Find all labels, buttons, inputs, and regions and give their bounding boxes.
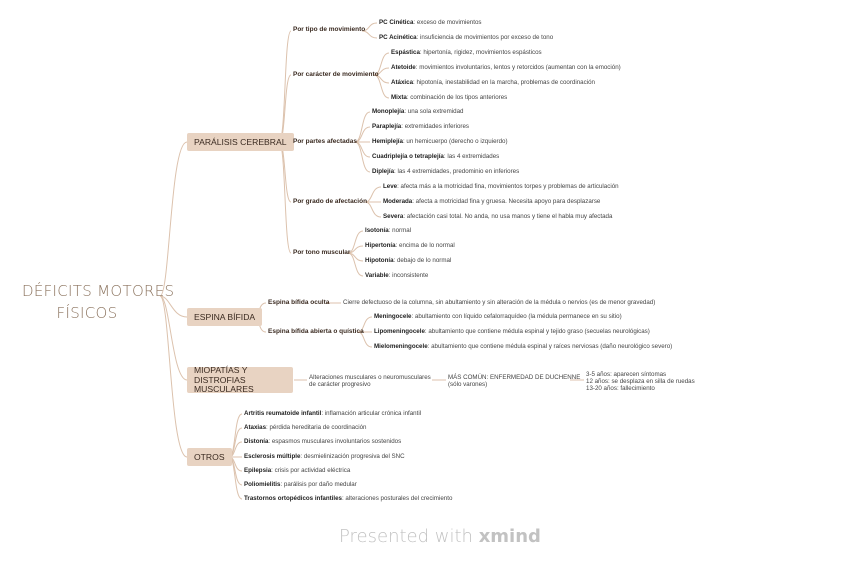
leaf-leve[interactable]: Leve: afecta más a la motricidad fina, movimientos torpes y problemas de articulación	[383, 183, 619, 190]
presented-text: Presented with	[339, 526, 473, 547]
subtopic-grado-afectacion[interactable]: Por grado de afectación	[293, 198, 368, 205]
leaf-meningocele[interactable]: Meningocele: abultamiento con líquido cefalorraquídeo (la médula permanece en su sitio)	[374, 313, 622, 320]
leaf-atetoide[interactable]: Atetoide: movimientos involuntarios, lentos y retorcidos (aumentan con la emoción)	[391, 64, 621, 71]
root-line-2: FÍSICOS	[56, 304, 118, 322]
leaf-monoplejia[interactable]: Monoplejía: una sola extremidad	[372, 108, 464, 115]
leaf-pc-acinetica[interactable]: PC Acinética: insuficiencia de movimientos por exceso de tono	[379, 34, 554, 41]
leaf-pc-cinetica[interactable]: PC Cinética: exceso de movimientos	[379, 19, 482, 26]
topic-label: MIOPATÍAS Y DISTROFIAS MUSCULARES	[194, 365, 254, 394]
leaf-duchenne-stages[interactable]: 3-5 años: aparecen síntomas 12 años: se desplaza en silla de ruedas 13-20 años: fallecimiento	[586, 371, 695, 393]
leaf-duchenne[interactable]: MÁS COMÚN: ENFERMEDAD DE DUCHENNE (sólo varones)	[448, 374, 581, 389]
xmind-logo: xmind	[478, 526, 541, 547]
leaf-poliomielitis[interactable]: Poliomielitis: parálisis por daño medular	[244, 481, 357, 488]
leaf-esclerosis[interactable]: Esclerosis múltiple: desmielinización progresiva del SNC	[244, 453, 405, 460]
leaf-variable[interactable]: Variable: inconsistente	[365, 272, 429, 279]
leaf-mielomeningocele[interactable]: Mielomeningocele: abultamiento que contiene médula espinal y raíces nerviosas (daño neurológico severo)	[374, 343, 673, 350]
subtopic-espina-oculta[interactable]: Espina bífida oculta	[268, 299, 330, 306]
leaf-moderada[interactable]: Moderada: afecta a motricidad fina y gruesa. Necesita apoyo para desplazarse	[383, 198, 601, 205]
subtopic-tipo-movimiento[interactable]: Por tipo de movimiento	[293, 26, 366, 33]
leaf-ataxias[interactable]: Ataxias: pérdida hereditaria de coordinación	[244, 424, 367, 431]
leaf-hemiplejia[interactable]: Hemiplejía: un hemicuerpo (derecho o izquierdo)	[372, 138, 508, 145]
leaf-lipomeningocele[interactable]: Lipomeningocele: abultamiento que contiene médula espinal y tejido graso (secuelas neurológicas)	[374, 328, 650, 335]
leaf-epilepsia[interactable]: Epilepsia: crisis por actividad eléctrica	[244, 467, 351, 474]
topic-label: ESPINA BÍFIDA	[194, 311, 256, 322]
leaf-espina-oculta-desc[interactable]: Cierre defectuoso de la columna, sin abultamiento y sin alteración de la médula o nervios (es de menor gravedad)	[343, 299, 656, 306]
root-topic[interactable]	[22, 280, 175, 324]
topic-label: OTROS	[194, 451, 225, 462]
leaf-trastornos-ortopedicos[interactable]: Trastornos ortopédicos infantiles: alteraciones posturales del crecimiento	[244, 495, 453, 502]
topic-espina-bifida[interactable]	[187, 308, 262, 326]
leaf-cuadriplejia[interactable]: Cuadriplejía o tetraplejía: las 4 extremidades	[372, 153, 500, 160]
topic-paralisis-cerebral[interactable]	[187, 133, 294, 151]
topic-label: PARÁLISIS CEREBRAL	[194, 136, 287, 147]
leaf-mixta[interactable]: Mixta: combinación de los tipos anteriores	[391, 94, 508, 101]
topic-otros[interactable]	[187, 448, 232, 466]
topic-miopatias-distrofias[interactable]	[187, 367, 293, 393]
leaf-paraplejia[interactable]: Paraplejía: extremidades inferiores	[372, 123, 469, 130]
leaf-miopatias-desc[interactable]: Alteraciones musculares o neuromusculares de carácter progresivo	[309, 374, 431, 389]
subtopic-espina-abierta[interactable]: Espina bífida abierta o quística	[268, 328, 364, 335]
leaf-ataxica[interactable]: Atáxica: hipotonía, inestabilidad en la marcha, problemas de coordinación	[391, 79, 595, 86]
leaf-artritis[interactable]: Artritis reumatoide infantil: inflamación articular crónica infantil	[244, 410, 422, 417]
leaf-espastica[interactable]: Espástica: hipertonía, rigidez, movimientos espásticos	[391, 49, 542, 56]
subtopic-tono-muscular[interactable]: Por tono muscular	[293, 249, 351, 256]
subtopic-partes-afectadas[interactable]: Por partes afectadas	[293, 138, 357, 145]
presented-with-footer	[339, 528, 541, 546]
leaf-isotonia[interactable]: Isotonía: normal	[365, 227, 412, 234]
leaf-distonia[interactable]: Distonía: espasmos musculares involuntarios sostenidos	[244, 438, 402, 445]
leaf-severa[interactable]: Severa: afectación casi total. No anda, no usa manos y tiene el habla muy afectada	[383, 213, 613, 220]
leaf-hipotonia[interactable]: Hipotonía: debajo de lo normal	[365, 257, 452, 264]
leaf-diplejia[interactable]: Diplejía: las 4 extremidades, predominio en inferiores	[372, 168, 520, 175]
leaf-hipertonia[interactable]: Hipertonía: encima de lo normal	[365, 242, 455, 249]
root-line-1: DÉFICITS MOTORES	[22, 282, 175, 300]
subtopic-caracter-movimiento[interactable]: Por carácter de movimiento	[293, 71, 379, 78]
